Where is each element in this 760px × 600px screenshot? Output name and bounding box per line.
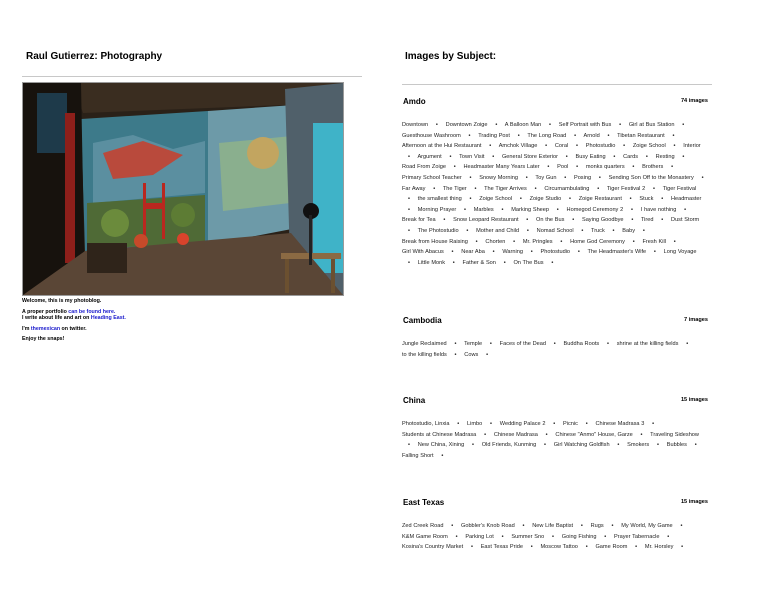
bullet-separator: • (451, 249, 454, 256)
photo-room-interior (23, 83, 343, 295)
image-link[interactable]: Home God Ceremony (570, 238, 625, 245)
bullet-separator: • (551, 259, 554, 266)
bullet-separator: • (513, 238, 516, 245)
image-link[interactable]: Argument (417, 153, 442, 160)
subject-section-east-texas (402, 498, 710, 553)
twitter-line (22, 326, 362, 333)
image-link[interactable]: Zed Creek Road (402, 523, 444, 529)
bullet-separator: • (453, 164, 456, 171)
bullet-separator: • (451, 523, 454, 529)
image-count: 15 images (680, 397, 708, 403)
portfolio-line (22, 309, 362, 322)
image-link[interactable]: Break from House Raising (402, 238, 468, 245)
image-link[interactable]: The Tiger Arrives (484, 185, 527, 192)
image-link[interactable]: New China, Xining (417, 442, 465, 449)
featured-photo[interactable] (22, 82, 344, 296)
image-count: 15 images (680, 499, 708, 505)
bullet-separator: • (645, 153, 648, 160)
image-link[interactable]: Sending Son Off to the Monastery (608, 174, 694, 181)
bullet-separator: • (635, 544, 638, 551)
bullet-separator: • (673, 143, 676, 150)
bullet-separator: • (619, 122, 622, 128)
bullet-separator: • (433, 185, 436, 192)
welcome-text: Welcome, this is my photoblog. (22, 298, 102, 304)
bullet-separator: • (623, 143, 626, 150)
image-link[interactable]: The Photostudio (417, 227, 459, 234)
image-link[interactable]: Homegod Ceremony 2 (566, 206, 624, 213)
image-link[interactable]: Traveling Sideshow (650, 431, 699, 438)
bullet-separator: • (667, 533, 670, 540)
bullet-separator: • (408, 206, 410, 213)
subject-section-china (402, 396, 710, 461)
image-list (402, 419, 710, 461)
image-link[interactable]: Downtown (402, 122, 429, 128)
image-count: 74 images (680, 98, 708, 104)
bullet-separator: • (631, 206, 633, 213)
bullet-separator: • (585, 544, 588, 551)
bullet-separator: • (489, 143, 492, 150)
image-link[interactable]: Headmaster Many Years Later (463, 164, 540, 171)
image-link[interactable]: Chorten (485, 238, 506, 245)
image-link[interactable]: The Long Road (527, 132, 567, 139)
bullet-separator: • (492, 249, 495, 256)
write-text: I write about life and art on (22, 315, 91, 322)
bullet-separator: • (681, 544, 684, 551)
image-link[interactable]: General Store Exterior (501, 153, 559, 160)
bullet-separator: • (486, 351, 489, 358)
image-link[interactable]: East Texas Pride (480, 544, 523, 551)
bullet-separator: • (534, 185, 537, 192)
image-link[interactable]: monks quarters (585, 164, 625, 171)
image-link[interactable]: Going Fishing (561, 533, 597, 540)
image-link[interactable]: Buddha Roots (563, 341, 600, 347)
image-link[interactable]: Photostudio (540, 249, 571, 256)
image-link[interactable]: Nomad School (536, 227, 574, 234)
bullet-separator: • (617, 442, 620, 449)
image-link[interactable]: Arnold (583, 132, 600, 139)
bullet-separator: • (452, 259, 455, 266)
bullet-separator: • (631, 217, 634, 224)
bullet-separator: • (468, 132, 471, 139)
bullet-separator: • (449, 153, 452, 160)
bullet-separator: • (597, 185, 600, 192)
bullet-separator: • (490, 421, 492, 427)
bullet-separator: • (471, 442, 474, 449)
bullet-separator: • (613, 153, 616, 160)
image-link[interactable]: Zoige Studio (529, 196, 562, 203)
image-link[interactable]: Gobbler's Knob Road (460, 523, 515, 529)
bullet-separator: • (408, 227, 410, 234)
subject-name[interactable]: Amdo (403, 97, 426, 106)
subject-section-amdo (402, 97, 710, 268)
image-link[interactable]: Stuck (639, 196, 654, 203)
bullet-separator: • (455, 533, 458, 540)
bullet-separator: • (682, 153, 685, 160)
bullet-separator: • (492, 153, 495, 160)
image-link[interactable]: A Balloon Man (504, 122, 542, 128)
bullet-separator: • (565, 153, 568, 160)
image-list (402, 120, 710, 268)
image-list (402, 521, 710, 553)
bullet-separator: • (661, 196, 664, 203)
image-link[interactable]: to the killing fields (402, 351, 447, 358)
bullet-separator: • (652, 421, 655, 427)
bullet-separator: • (574, 132, 577, 139)
image-link[interactable]: Mr. Horsley (644, 544, 674, 551)
bullet-separator: • (656, 442, 659, 449)
image-link[interactable]: the smallest thing (417, 196, 462, 203)
bullet-separator: • (684, 206, 687, 213)
image-link[interactable]: Far Away (402, 185, 426, 192)
bullet-separator: • (569, 196, 571, 203)
image-link[interactable]: Toy Gun (535, 174, 557, 181)
bullet-separator: • (530, 249, 533, 256)
bullet-separator: • (632, 164, 635, 171)
image-link[interactable]: Resting (655, 153, 675, 160)
image-link[interactable]: Mr. Pringles (522, 238, 553, 245)
image-link[interactable]: Bubbles (666, 442, 687, 449)
bullet-separator: • (694, 442, 697, 449)
twitter-post: on twitter. (60, 325, 87, 332)
image-link[interactable]: Snow Leopard Restaurant (453, 217, 519, 224)
image-link[interactable]: Tiger Festival (662, 185, 697, 192)
image-link[interactable]: Truck (590, 227, 605, 234)
subject-section-cambodia (402, 316, 710, 360)
image-link[interactable]: Students at Chinese Madrasa (402, 431, 477, 438)
intro-text (22, 298, 362, 347)
image-link[interactable]: Faces of the Dead (499, 341, 546, 347)
image-link[interactable]: Chinese Madrasa (493, 431, 538, 438)
image-link[interactable]: Marking Sheep (511, 206, 550, 213)
bullet-separator: • (701, 174, 704, 181)
image-link[interactable]: Primary School Teacher (402, 174, 462, 181)
image-link[interactable]: Tiger Festival 2 (606, 185, 646, 192)
image-link[interactable]: Picnic (563, 421, 578, 427)
bullet-separator: • (526, 227, 529, 234)
bullet-separator: • (671, 164, 674, 171)
image-link[interactable]: Circumambulating (544, 185, 590, 192)
image-link[interactable]: Parking Lot (465, 533, 494, 540)
image-link[interactable]: Downtown Zoige (445, 122, 488, 128)
image-link[interactable]: Zoige School (479, 196, 513, 203)
image-link[interactable]: Tired (640, 217, 654, 224)
subjects-title: Images by Subject: (405, 51, 497, 62)
image-link[interactable]: Summer Sno (511, 533, 545, 540)
bullet-separator: • (519, 196, 522, 203)
heading-east-link[interactable]: Heading East. (90, 315, 126, 322)
bullet-separator: • (469, 196, 472, 203)
bullet-separator: • (556, 206, 559, 213)
image-link[interactable]: K&M Game Room (402, 533, 448, 540)
bullet-separator: • (545, 431, 548, 438)
bullet-separator: • (470, 544, 473, 551)
image-link[interactable]: Smokers (627, 442, 650, 449)
bullet-separator: • (572, 217, 575, 224)
bullet-separator: • (457, 421, 460, 427)
image-link[interactable]: Mother and Child (476, 227, 520, 234)
bullet-separator: • (680, 523, 683, 529)
bullet-separator: • (661, 217, 664, 224)
enjoy-text: Enjoy the snaps! (22, 336, 65, 343)
bullet-separator: • (408, 153, 410, 160)
image-link[interactable]: Chinese "Anmo" House, Garze (555, 431, 633, 438)
image-link[interactable]: Busy Eating (575, 153, 606, 160)
bullet-separator: • (454, 341, 457, 347)
bullet-separator: • (501, 206, 504, 213)
bullet-separator: • (474, 185, 477, 192)
bullet-separator: • (522, 523, 525, 529)
bullet-separator: • (686, 341, 689, 347)
image-link[interactable]: Near Aba (461, 249, 485, 256)
image-link[interactable]: New Life Baptist (532, 523, 574, 529)
image-link[interactable]: Cows (464, 351, 479, 358)
image-link[interactable]: Guesthouse Washroom (402, 132, 461, 139)
bullet-separator: • (475, 238, 478, 245)
bullet-separator: • (653, 185, 656, 192)
image-link[interactable]: Chinese Madrasa 3 (595, 421, 645, 427)
twitter-link[interactable]: themexican (30, 325, 61, 332)
bullet-separator: • (629, 196, 632, 203)
bullet-separator: • (560, 238, 563, 245)
bullet-separator: • (576, 164, 579, 171)
bullet-separator: • (607, 132, 610, 139)
bullet-separator: • (544, 442, 546, 449)
bullet-separator: • (525, 174, 528, 181)
bullet-separator: • (576, 143, 579, 150)
image-link[interactable]: Afternoon at the Hui Restaurant (402, 143, 482, 150)
image-link[interactable]: Town Visit (459, 153, 485, 160)
image-link[interactable]: Marbles (473, 206, 494, 213)
bullet-separator: • (545, 143, 548, 150)
bullet-separator: • (632, 238, 635, 245)
bullet-separator: • (469, 174, 472, 181)
subject-name[interactable]: Cambodia (403, 316, 442, 325)
bullet-separator: • (435, 122, 438, 128)
image-link[interactable]: Posing (573, 174, 592, 181)
bullet-separator: • (564, 174, 567, 181)
bullet-separator: • (517, 132, 520, 139)
image-link[interactable]: On the Bus (536, 217, 565, 224)
image-link[interactable]: The Tiger (442, 185, 467, 192)
subject-name[interactable]: China (403, 396, 426, 405)
bullet-separator: • (503, 259, 506, 266)
bullet-separator: • (580, 523, 583, 529)
bullet-separator: • (604, 533, 607, 540)
image-link[interactable]: Brothers (642, 164, 664, 171)
image-list (402, 339, 710, 360)
image-link[interactable]: Road From Zoige (402, 164, 446, 171)
image-link[interactable]: Rugs (590, 523, 604, 529)
bullet-separator: • (611, 523, 614, 529)
bullet-separator: • (581, 227, 584, 234)
bullet-separator: • (653, 249, 656, 256)
image-link[interactable]: Interior (683, 143, 701, 150)
image-link[interactable]: Pool (557, 164, 569, 171)
image-link[interactable]: Temple (464, 341, 483, 347)
image-link[interactable]: Photostudio, Linxia (402, 421, 450, 427)
image-link[interactable]: On The Bus (513, 259, 544, 266)
image-link[interactable]: The Headmaster's Wife (587, 249, 647, 256)
bullet-separator: • (530, 544, 533, 551)
image-link[interactable]: Tibetan Restaurant (617, 132, 665, 139)
image-link[interactable]: Morning Prayer (417, 206, 457, 213)
image-link[interactable]: Prayer Tabernacle (613, 533, 660, 540)
image-link[interactable]: Game Room (595, 544, 628, 551)
image-link[interactable]: Cards (623, 153, 639, 160)
bullet-separator: • (606, 341, 609, 347)
image-link[interactable]: shrine at the killing fields (616, 341, 679, 347)
bullet-separator: • (672, 132, 675, 139)
bullet-separator: • (640, 431, 643, 438)
image-link[interactable]: Fresh Kill (642, 238, 666, 245)
image-link[interactable]: Long Voyage (663, 249, 697, 256)
bullet-separator: • (673, 238, 676, 245)
image-link[interactable]: Coral (554, 143, 569, 150)
image-link[interactable]: Girl With Abacus (402, 249, 444, 256)
bullet-separator: • (484, 431, 487, 438)
image-link[interactable]: Girl Watching Goldfish (553, 442, 610, 449)
divider (22, 76, 362, 77)
bullet-separator: • (454, 351, 457, 358)
bullet-separator: • (408, 442, 410, 449)
image-link[interactable]: Break for Tea (402, 217, 436, 224)
image-link[interactable]: Father & Son (462, 259, 496, 266)
bullet-separator: • (549, 122, 551, 128)
image-link[interactable]: Girl at Bus Station (628, 122, 675, 128)
bullet-separator: • (408, 259, 410, 266)
portfolio-text: A proper portfolio (22, 308, 69, 315)
image-link[interactable]: Limbo (467, 421, 483, 427)
image-link[interactable]: Snowy Morning (479, 174, 518, 181)
image-link[interactable]: Photostudio (585, 143, 616, 150)
bullet-separator: • (441, 452, 444, 459)
bullet-separator: • (495, 122, 498, 128)
image-link[interactable]: Baby (622, 227, 636, 234)
bullet-separator: • (682, 122, 685, 128)
bullet-separator: • (489, 341, 492, 347)
bullet-separator: • (585, 421, 588, 427)
image-link[interactable]: Trading Post (478, 132, 510, 139)
image-link[interactable]: My World, My Game (621, 523, 673, 529)
image-link[interactable]: Zoige Restaurant (578, 196, 622, 203)
image-link[interactable]: Kosina's Country Market (402, 544, 464, 551)
image-link[interactable]: Wedding Palace 2 (499, 421, 546, 427)
bullet-separator: • (466, 227, 469, 234)
image-link[interactable]: Warning (502, 249, 523, 256)
twitter-pre: I'm (22, 325, 31, 332)
image-link[interactable]: Moscow Tattoo (540, 544, 578, 551)
bullet-separator: • (577, 249, 580, 256)
bullet-separator: • (526, 217, 529, 224)
image-link[interactable]: Self Portrait with Bus (558, 122, 612, 128)
image-link[interactable]: Little Monk (417, 259, 446, 266)
bullet-separator: • (547, 164, 550, 171)
image-link[interactable]: Falling Short (402, 452, 434, 459)
portfolio-link[interactable]: can be found here. (68, 308, 116, 315)
bullet-separator: • (464, 206, 466, 213)
image-link[interactable]: Old Friends, Kunming (481, 442, 537, 449)
image-link[interactable]: Jungle Reclaimed (402, 341, 447, 347)
bullet-separator: • (551, 533, 554, 540)
divider (402, 84, 712, 85)
image-count: 7 images (684, 317, 708, 323)
bullet-separator: • (612, 227, 615, 234)
image-link[interactable]: Saying Goodbye (581, 217, 624, 224)
image-link[interactable]: I have nothing (640, 206, 677, 213)
bullet-separator: • (598, 174, 601, 181)
bullet-separator: • (553, 341, 556, 347)
site-title[interactable]: Raul Gutierrez: Photography (26, 51, 163, 62)
bullet-separator: • (443, 217, 446, 224)
bullet-separator: • (642, 227, 645, 234)
subject-name[interactable]: East Texas (403, 498, 445, 507)
bullet-separator: • (501, 533, 504, 540)
bullet-separator: • (408, 196, 410, 203)
image-link[interactable]: Amchok Village (498, 143, 538, 150)
image-link[interactable]: Dust Storm (671, 217, 700, 224)
image-link[interactable]: Zoige School (632, 143, 666, 150)
bullet-separator: • (553, 421, 556, 427)
image-link[interactable]: Headmaster (670, 196, 702, 203)
